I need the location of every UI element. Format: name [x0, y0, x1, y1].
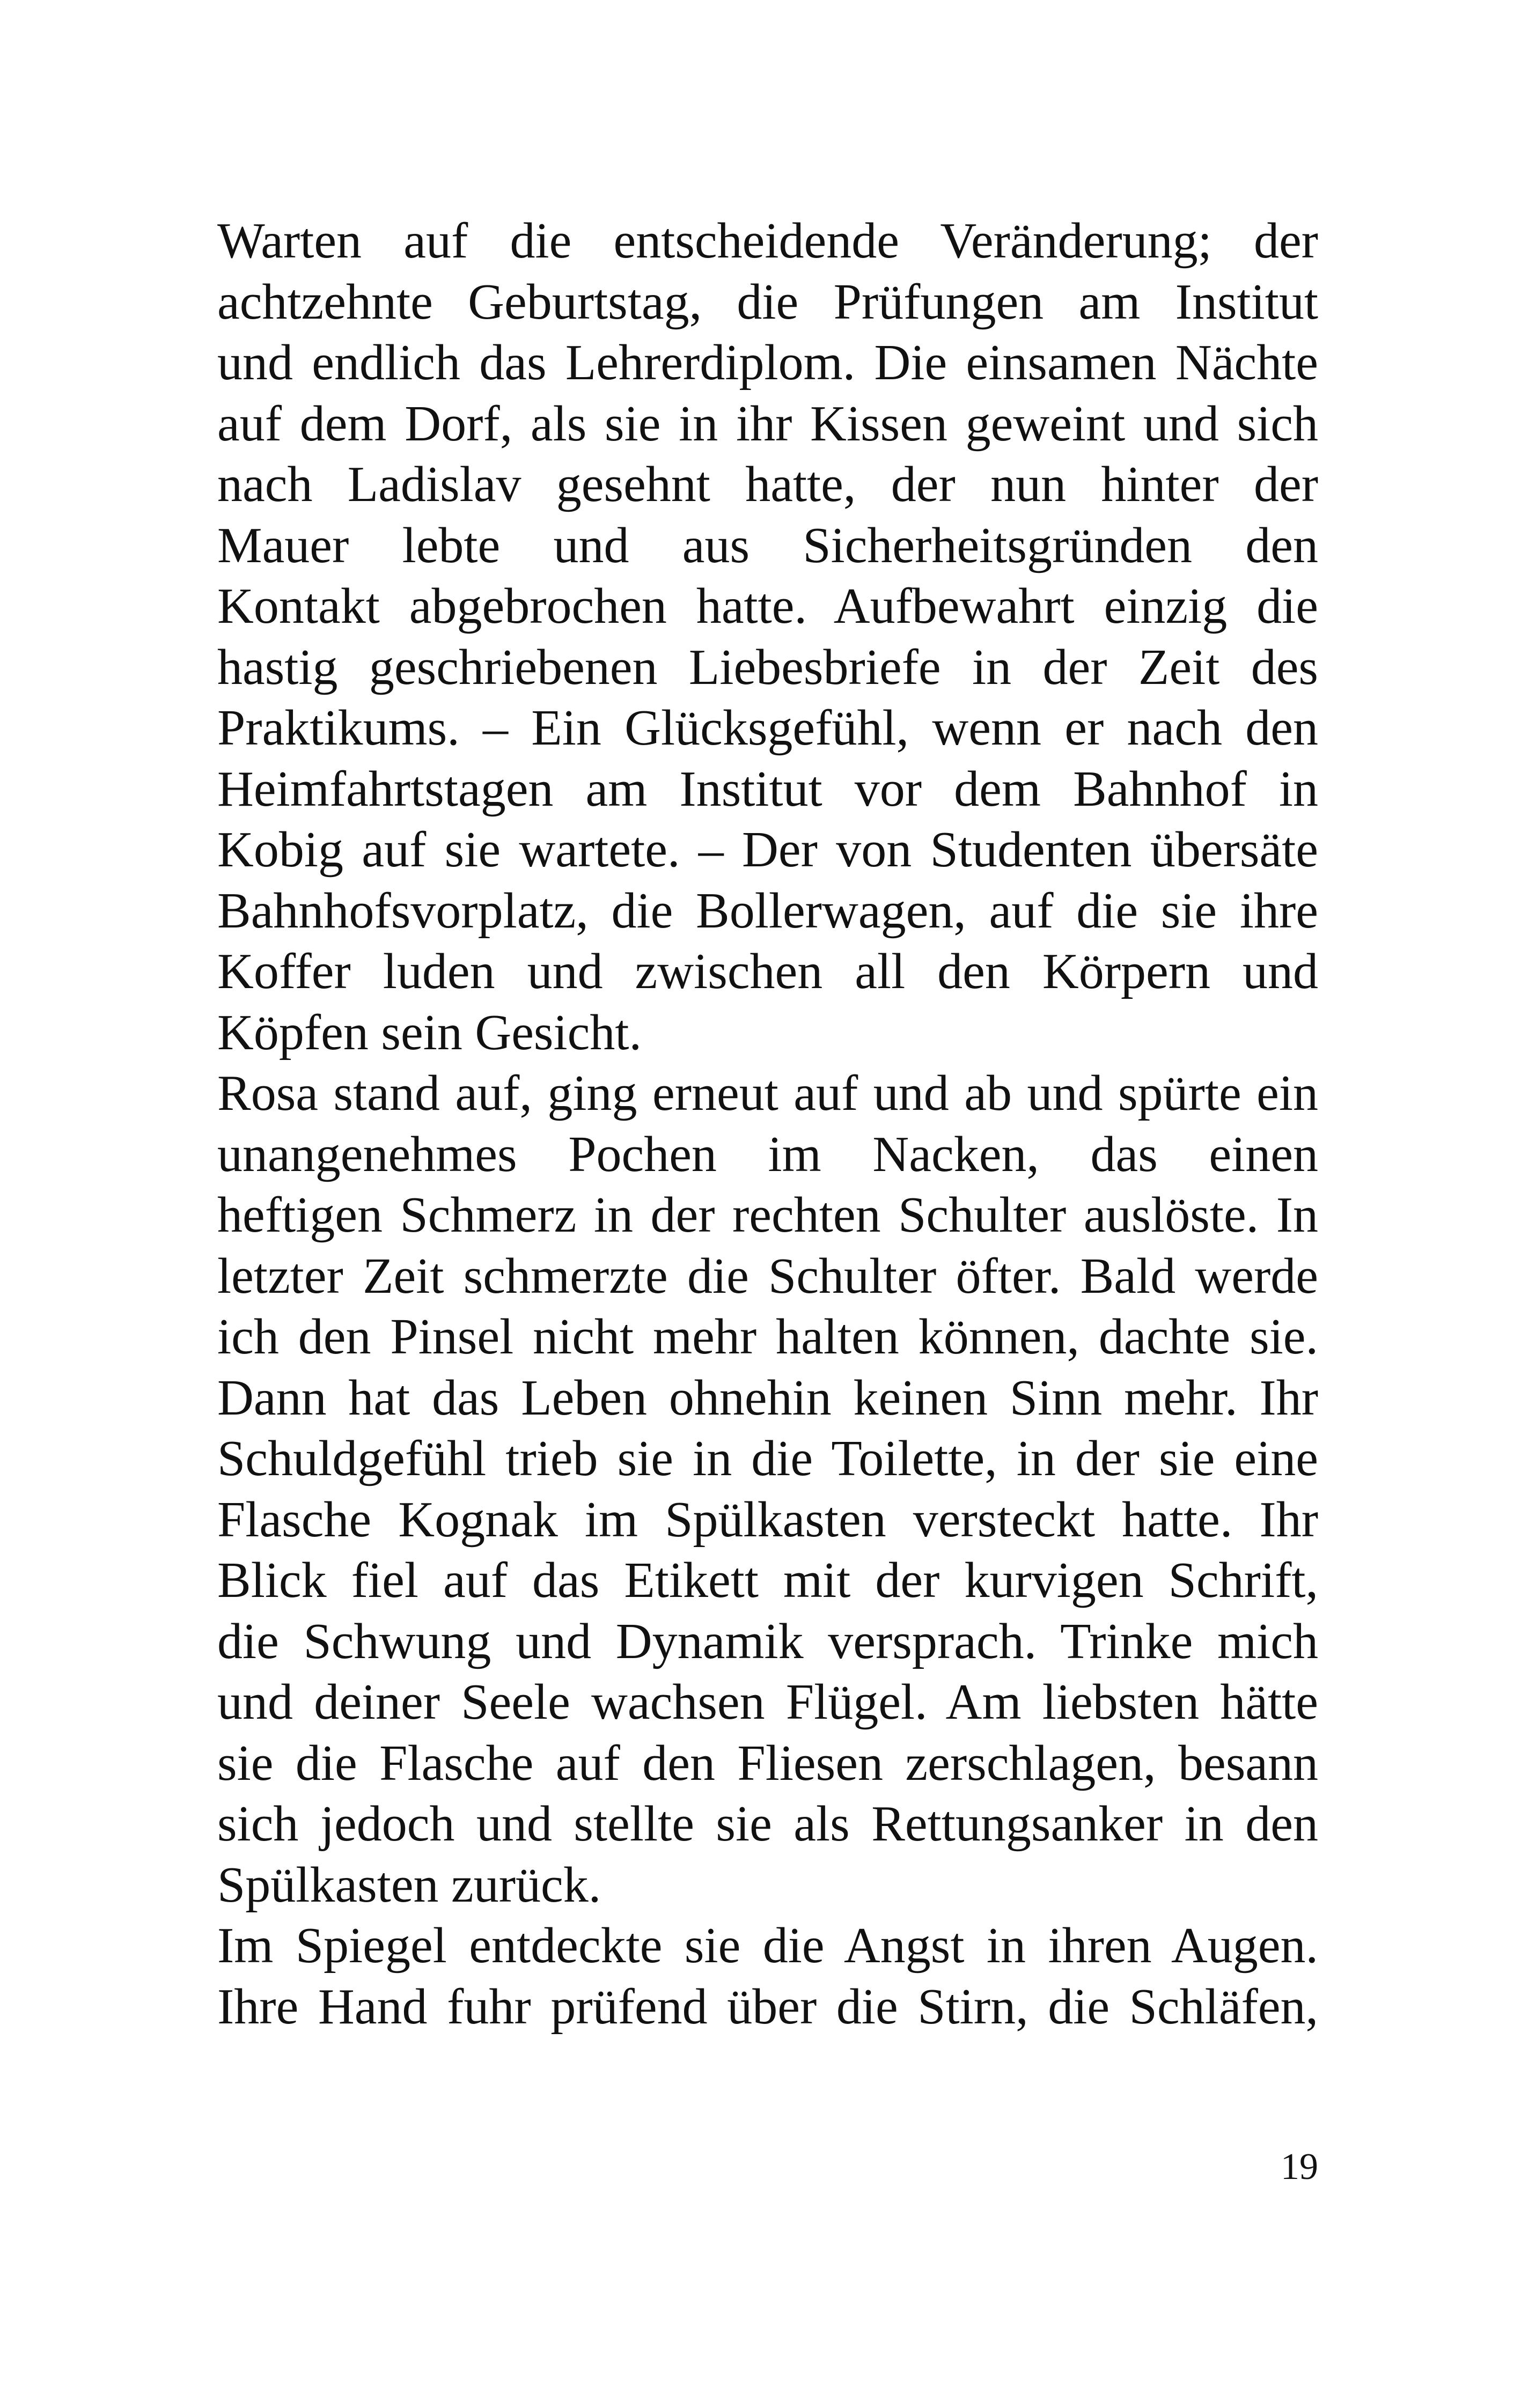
text-line: Heimfahrtstagen am Institut vor dem Bahnhof in	[217, 761, 1318, 817]
text-line: Blick fiel auf das Etikett mit der kurvigen Schrift,	[217, 1552, 1318, 1608]
text-line: auf dem Dorf, als sie in ihr Kissen geweint und sich	[217, 395, 1318, 452]
text-line: hastig geschriebenen Liebesbriefe in der Zeit des	[217, 639, 1318, 695]
text-line: Ihre Hand fuhr prüfend über die Stirn, die Schläfen,	[217, 1978, 1318, 2035]
text-line: Praktikums. – Ein Glücksgefühl, wenn er nach den	[217, 700, 1318, 756]
paragraph-end-line: Spülkasten zurück.	[217, 1857, 601, 1913]
text-line: Schuldgefühl trieb sie in die Toilette, in der sie eine	[217, 1431, 1318, 1486]
text-line: Warten auf die entscheidende Veränderung; der	[217, 213, 1318, 269]
text-line: heftigen Schmerz in der rechten Schulter auslöste. In	[217, 1187, 1318, 1243]
text-line: ich den Pinsel nicht mehr halten können, dachte sie.	[217, 1309, 1318, 1365]
text-line: unangenehmes Pochen im Nacken, das einen	[217, 1126, 1318, 1182]
text-line: Kontakt abgebrochen hatte. Aufbewahrt einzig die	[217, 578, 1318, 634]
text-line: Kobig auf sie wartete. – Der von Studenten übersäte	[217, 822, 1318, 878]
text-line: achtzehnte Geburtstag, die Prüfungen am Institut	[217, 274, 1318, 330]
text-line: sie die Flasche auf den Fliesen zerschlagen, besann	[217, 1735, 1318, 1791]
body-text	[217, 211, 1318, 2037]
paragraph-end-line: Köpfen sein Gesicht.	[217, 1004, 642, 1061]
text-line: und endlich das Lehrerdiplom. Die einsamen Nächte	[217, 335, 1318, 391]
text-line: Bahnhofsvorplatz, die Bollerwagen, auf die sie ihre	[217, 882, 1318, 939]
text-line: Koffer luden und zwischen all den Körpern und	[217, 944, 1318, 999]
text-line: und deiner Seele wachsen Flügel. Am liebsten hätte	[217, 1674, 1318, 1730]
text-line: Mauer lebte und aus Sicherheitsgründen den	[217, 517, 1318, 573]
page-number: 19	[1281, 2146, 1318, 2188]
text-line: Flasche Kognak im Spülkasten versteckt hatte. Ihr	[217, 1491, 1318, 1548]
text-line: Dann hat das Leben ohnehin keinen Sinn mehr. Ihr	[217, 1369, 1318, 1426]
text-line: Rosa stand auf, ging erneut auf und ab und spürte ein	[217, 1065, 1318, 1121]
text-line: letzter Zeit schmerzte die Schulter öfter. Bald werde	[217, 1248, 1318, 1304]
text-line: sich jedoch und stellte sie als Rettungsanker in den	[217, 1796, 1318, 1852]
text-line: die Schwung und Dynamik versprach. Trinke mich	[217, 1613, 1318, 1669]
text-line: nach Ladislav gesehnt hatte, der nun hinter der	[217, 456, 1318, 512]
text-line: Im Spiegel entdeckte sie die Angst in ihren Augen.	[217, 1918, 1318, 1973]
